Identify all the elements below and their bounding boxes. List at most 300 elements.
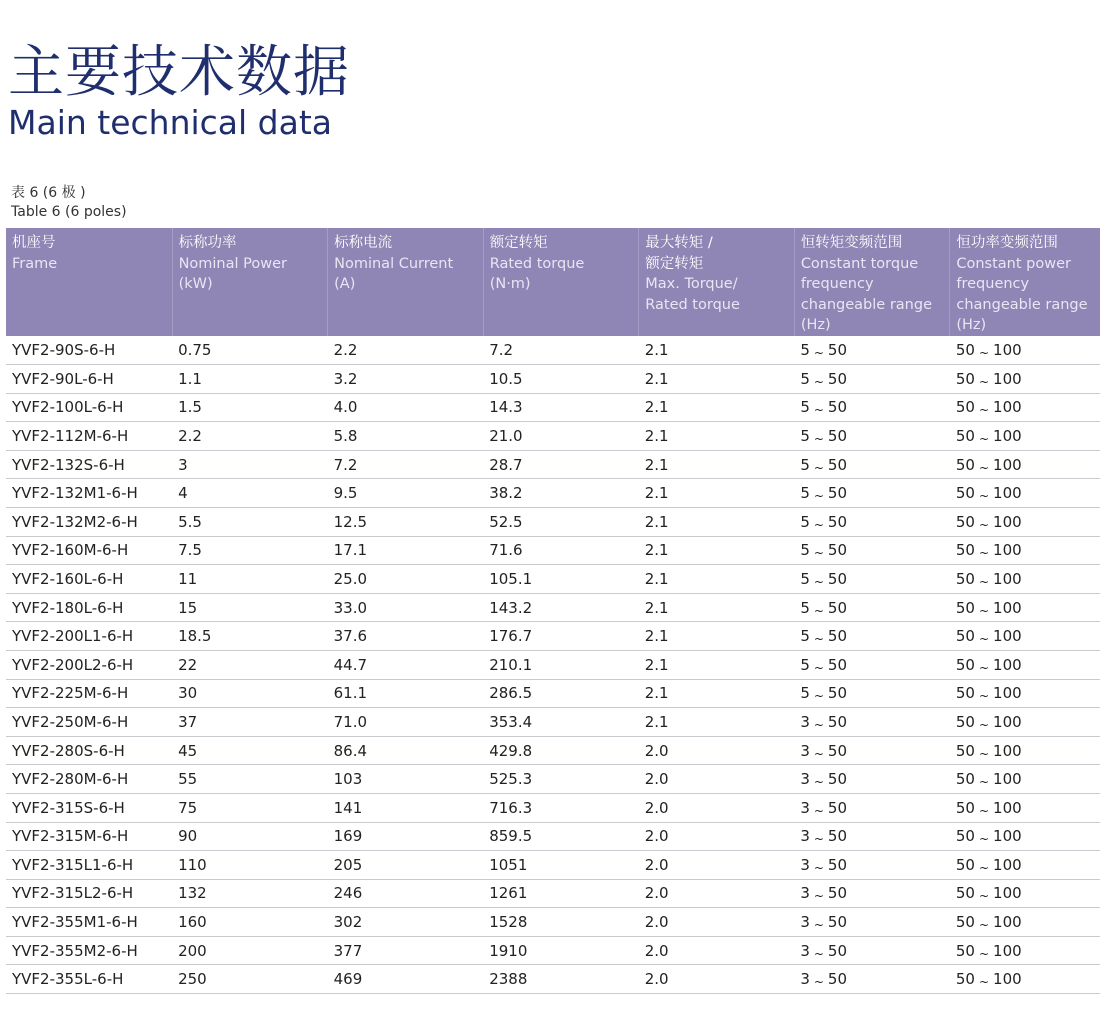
cell-torque-ratio: 2.0 (639, 936, 795, 965)
column-header-rated-torque (483, 228, 639, 336)
range-separator: ~ (813, 946, 824, 961)
range-low: 3 (800, 855, 810, 874)
cell-nominal-power: 18.5 (172, 622, 328, 651)
range-low: 50 (955, 884, 975, 903)
cell-rated-torque: 716.3 (483, 793, 639, 822)
range-high: 100 (993, 541, 1022, 560)
cell-constant-power-range (950, 336, 1100, 365)
range-separator: ~ (813, 660, 824, 675)
cell-constant-power-range (950, 879, 1100, 908)
table-row (6, 650, 1100, 679)
range-separator: ~ (978, 345, 990, 360)
range-low: 50 (955, 798, 975, 817)
cell-torque-ratio: 2.1 (639, 336, 795, 365)
range-separator: ~ (978, 489, 990, 504)
range-high: 50 (827, 484, 848, 503)
cell-constant-torque-range (794, 650, 950, 679)
range-high: 100 (993, 655, 1022, 674)
cell-torque-ratio: 2.1 (639, 422, 795, 451)
cell-constant-torque-range (794, 507, 950, 536)
cell-frame: YVF2-90S-6-H (6, 336, 172, 365)
cell-constant-power-range (950, 765, 1100, 794)
range-low: 50 (955, 655, 975, 674)
cell-torque-ratio: 2.1 (639, 393, 795, 422)
range-separator: ~ (978, 632, 990, 647)
range-low: 50 (955, 627, 975, 646)
table-row (6, 536, 1100, 565)
range-high: 100 (993, 827, 1022, 846)
range-low: 3 (800, 827, 810, 846)
column-header-frame (6, 228, 172, 336)
range-separator: ~ (978, 860, 990, 875)
cell-torque-ratio: 2.1 (639, 450, 795, 479)
range-separator: ~ (978, 803, 990, 818)
cell-constant-power-range (950, 793, 1100, 822)
range-high: 50 (827, 684, 848, 703)
range-low: 50 (955, 684, 975, 703)
header-line: Rated torque (645, 296, 740, 313)
range-separator: ~ (813, 975, 824, 990)
cell-constant-power-range (950, 679, 1100, 708)
cell-nominal-power: 200 (172, 936, 328, 965)
header-line: 额定转矩 (489, 235, 548, 251)
range-low: 5 (800, 569, 810, 588)
cell-nominal-power: 0.75 (172, 336, 328, 365)
cell-frame: YVF2-90L-6-H (6, 365, 172, 394)
range-high: 100 (993, 913, 1022, 932)
range-high: 100 (993, 941, 1022, 960)
range-separator: ~ (813, 746, 824, 761)
range-high: 100 (993, 741, 1022, 760)
cell-nominal-current: 377 (328, 936, 484, 965)
cell-rated-torque: 210.1 (483, 650, 639, 679)
table-row (6, 822, 1100, 851)
cell-constant-torque-range (794, 822, 950, 851)
cell-torque-ratio: 2.1 (639, 593, 795, 622)
cell-torque-ratio: 2.1 (639, 365, 795, 394)
cell-constant-torque-range (794, 679, 950, 708)
cell-nominal-current: 12.5 (328, 507, 484, 536)
range-separator: ~ (978, 975, 990, 990)
cell-frame: YVF2-132M1-6-H (6, 479, 172, 508)
range-high: 50 (827, 369, 848, 388)
cell-nominal-power: 1.5 (172, 393, 328, 422)
header-line: (N·m) (489, 276, 531, 292)
range-separator: ~ (813, 517, 824, 532)
range-high: 50 (827, 741, 848, 760)
range-separator: ~ (813, 889, 824, 904)
cell-frame: YVF2-132S-6-H (6, 450, 172, 479)
cell-constant-torque-range (794, 336, 950, 365)
column-header-nominal-current (328, 228, 484, 336)
range-separator: ~ (813, 345, 824, 360)
cell-nominal-power: 132 (172, 879, 328, 908)
header-line: 恒功率变频范围 (956, 235, 1058, 251)
technical-data-table (6, 228, 1100, 994)
cell-nominal-current: 9.5 (328, 479, 484, 508)
table-row (6, 479, 1100, 508)
range-low: 50 (955, 512, 975, 531)
table-row (6, 879, 1100, 908)
range-separator: ~ (978, 431, 990, 446)
range-low: 50 (955, 855, 975, 874)
range-high: 100 (993, 855, 1022, 874)
range-high: 100 (993, 712, 1022, 731)
range-separator: ~ (813, 460, 824, 475)
cell-constant-power-range (950, 422, 1100, 451)
range-high: 100 (993, 798, 1022, 817)
cell-torque-ratio: 2.0 (639, 908, 795, 937)
cell-rated-torque: 10.5 (483, 365, 639, 394)
cell-rated-torque: 52.5 (483, 507, 639, 536)
cell-nominal-current: 86.4 (328, 736, 484, 765)
range-separator: ~ (813, 632, 824, 647)
range-high: 100 (993, 484, 1022, 503)
range-low: 5 (800, 512, 810, 531)
cell-frame: YVF2-250M-6-H (6, 708, 172, 737)
cell-nominal-power: 1.1 (172, 365, 328, 394)
header-line: 标称功率 (178, 235, 237, 251)
range-separator: ~ (813, 832, 824, 847)
range-low: 50 (955, 770, 975, 789)
cell-frame: YVF2-200L2-6-H (6, 650, 172, 679)
range-low: 50 (955, 369, 975, 388)
range-separator: ~ (813, 546, 824, 561)
header-line: 恒转矩变频范围 (800, 235, 903, 251)
header-row (6, 228, 1100, 336)
cell-nominal-current: 7.2 (328, 450, 484, 479)
cell-nominal-power: 4 (172, 479, 328, 508)
cell-nominal-current: 103 (328, 765, 484, 794)
cell-nominal-current: 3.2 (328, 365, 484, 394)
table-caption-en: Table 6 (6 poles) (11, 204, 127, 220)
cell-constant-torque-range (794, 736, 950, 765)
cell-rated-torque: 38.2 (483, 479, 639, 508)
range-high: 50 (827, 655, 848, 674)
range-separator: ~ (978, 660, 990, 675)
range-separator: ~ (813, 403, 824, 418)
range-high: 50 (827, 970, 848, 989)
range-high: 100 (993, 569, 1022, 588)
cell-torque-ratio: 2.0 (639, 965, 795, 994)
range-low: 3 (800, 798, 810, 817)
range-high: 50 (827, 455, 848, 474)
header-line: (Hz) (956, 317, 987, 333)
cell-constant-torque-range (794, 422, 950, 451)
cell-constant-torque-range (794, 908, 950, 937)
range-separator: ~ (978, 403, 990, 418)
range-high: 50 (827, 512, 848, 531)
cell-rated-torque: 28.7 (483, 450, 639, 479)
table-row (6, 908, 1100, 937)
range-high: 50 (827, 398, 848, 417)
range-high: 50 (827, 712, 848, 731)
cell-rated-torque: 176.7 (483, 622, 639, 651)
range-low: 3 (800, 913, 810, 932)
header-line: Nominal Current (334, 255, 454, 272)
cell-constant-torque-range (794, 879, 950, 908)
range-low: 50 (955, 598, 975, 617)
cell-frame: YVF2-160L-6-H (6, 565, 172, 594)
cell-torque-ratio: 2.1 (639, 565, 795, 594)
cell-nominal-power: 3 (172, 450, 328, 479)
table-caption-cn: 表 6 (6 极 ) (11, 185, 86, 201)
cell-rated-torque: 143.2 (483, 593, 639, 622)
column-header-nominal-power (172, 228, 328, 336)
cell-constant-power-range (950, 479, 1100, 508)
range-low: 5 (800, 627, 810, 646)
page-title-block (8, 42, 350, 142)
cell-constant-torque-range (794, 565, 950, 594)
header-line: Constant torque (800, 255, 919, 272)
range-separator: ~ (978, 517, 990, 532)
range-low: 5 (800, 598, 810, 617)
range-low: 50 (955, 340, 975, 359)
range-separator: ~ (813, 918, 824, 933)
range-low: 50 (955, 827, 975, 846)
cell-rated-torque: 105.1 (483, 565, 639, 594)
column-header-torque-ratio (639, 228, 795, 336)
table-body (6, 336, 1100, 994)
cell-rated-torque: 429.8 (483, 736, 639, 765)
cell-frame: YVF2-112M-6-H (6, 422, 172, 451)
cell-torque-ratio: 2.1 (639, 479, 795, 508)
header-line: Rated torque (489, 255, 585, 272)
range-separator: ~ (978, 746, 990, 761)
cell-frame: YVF2-132M2-6-H (6, 507, 172, 536)
cell-nominal-power: 15 (172, 593, 328, 622)
range-low: 5 (800, 369, 810, 388)
cell-constant-power-range (950, 365, 1100, 394)
range-low: 50 (955, 398, 975, 417)
range-low: 3 (800, 970, 810, 989)
cell-nominal-power: 2.2 (172, 422, 328, 451)
cell-nominal-current: 169 (328, 822, 484, 851)
cell-frame: YVF2-355M1-6-H (6, 908, 172, 937)
cell-nominal-power: 30 (172, 679, 328, 708)
cell-rated-torque: 525.3 (483, 765, 639, 794)
range-high: 100 (993, 884, 1022, 903)
table-row (6, 422, 1100, 451)
range-low: 5 (800, 398, 810, 417)
cell-frame: YVF2-180L-6-H (6, 593, 172, 622)
page-title-en: Main technical data (8, 103, 333, 142)
cell-nominal-power: 22 (172, 650, 328, 679)
range-high: 50 (827, 798, 848, 817)
cell-nominal-power: 55 (172, 765, 328, 794)
range-high: 50 (827, 770, 848, 789)
cell-frame: YVF2-315S-6-H (6, 793, 172, 822)
range-separator: ~ (978, 689, 990, 704)
cell-nominal-power: 160 (172, 908, 328, 937)
range-high: 50 (827, 598, 848, 617)
header-line: Constant power (956, 255, 1071, 272)
cell-nominal-current: 2.2 (328, 336, 484, 365)
cell-constant-power-range (950, 936, 1100, 965)
cell-constant-power-range (950, 650, 1100, 679)
table-row (6, 507, 1100, 536)
range-high: 100 (993, 340, 1022, 359)
range-separator: ~ (978, 889, 990, 904)
cell-nominal-power: 45 (172, 736, 328, 765)
header-line: frequency (800, 276, 874, 292)
cell-constant-power-range (950, 851, 1100, 880)
cell-nominal-current: 44.7 (328, 650, 484, 679)
range-low: 5 (800, 484, 810, 503)
table-row (6, 450, 1100, 479)
cell-nominal-current: 469 (328, 965, 484, 994)
range-separator: ~ (978, 717, 990, 732)
cell-rated-torque: 71.6 (483, 536, 639, 565)
cell-constant-power-range (950, 622, 1100, 651)
cell-frame: YVF2-225M-6-H (6, 679, 172, 708)
range-high: 100 (993, 684, 1022, 703)
range-separator: ~ (813, 775, 824, 790)
range-low: 50 (955, 569, 975, 588)
cell-torque-ratio: 2.0 (639, 765, 795, 794)
cell-rated-torque: 1528 (483, 908, 639, 937)
table-row (6, 593, 1100, 622)
range-low: 5 (800, 684, 810, 703)
cell-rated-torque: 353.4 (483, 708, 639, 737)
cell-constant-power-range (950, 450, 1100, 479)
table-row (6, 679, 1100, 708)
table-row (6, 393, 1100, 422)
range-low: 50 (955, 426, 975, 445)
table-caption (11, 184, 127, 222)
range-separator: ~ (978, 374, 990, 389)
cell-torque-ratio: 2.0 (639, 851, 795, 880)
range-high: 100 (993, 970, 1022, 989)
range-separator: ~ (813, 717, 824, 732)
range-separator: ~ (813, 431, 824, 446)
cell-nominal-current: 205 (328, 851, 484, 880)
range-separator: ~ (978, 775, 990, 790)
cell-constant-torque-range (794, 393, 950, 422)
range-high: 50 (827, 884, 848, 903)
cell-torque-ratio: 2.1 (639, 622, 795, 651)
range-separator: ~ (978, 603, 990, 618)
cell-constant-power-range (950, 822, 1100, 851)
cell-constant-power-range (950, 565, 1100, 594)
header-line: 最大转矩 / (645, 235, 713, 251)
cell-nominal-power: 250 (172, 965, 328, 994)
cell-rated-torque: 14.3 (483, 393, 639, 422)
cell-rated-torque: 859.5 (483, 822, 639, 851)
range-low: 50 (955, 741, 975, 760)
range-high: 100 (993, 598, 1022, 617)
cell-rated-torque: 286.5 (483, 679, 639, 708)
cell-rated-torque: 7.2 (483, 336, 639, 365)
cell-nominal-power: 110 (172, 851, 328, 880)
column-header-constant-torque-range (794, 228, 950, 336)
table-row (6, 565, 1100, 594)
cell-nominal-current: 71.0 (328, 708, 484, 737)
header-line: 额定转矩 (645, 255, 704, 272)
range-low: 3 (800, 741, 810, 760)
cell-torque-ratio: 2.0 (639, 879, 795, 908)
range-low: 3 (800, 712, 810, 731)
range-separator: ~ (978, 546, 990, 561)
range-separator: ~ (978, 574, 990, 589)
cell-constant-torque-range (794, 793, 950, 822)
cell-constant-torque-range (794, 622, 950, 651)
range-high: 50 (827, 941, 848, 960)
table-row (6, 765, 1100, 794)
cell-torque-ratio: 2.1 (639, 679, 795, 708)
range-low: 3 (800, 770, 810, 789)
range-high: 50 (827, 426, 848, 445)
range-separator: ~ (813, 574, 824, 589)
cell-frame: YVF2-280S-6-H (6, 736, 172, 765)
table-row (6, 965, 1100, 994)
range-separator: ~ (813, 489, 824, 504)
table-row (6, 708, 1100, 737)
cell-frame: YVF2-315M-6-H (6, 822, 172, 851)
range-low: 50 (955, 712, 975, 731)
cell-nominal-current: 5.8 (328, 422, 484, 451)
cell-nominal-current: 4.0 (328, 393, 484, 422)
cell-nominal-current: 37.6 (328, 622, 484, 651)
range-high: 50 (827, 913, 848, 932)
cell-constant-power-range (950, 536, 1100, 565)
cell-nominal-current: 17.1 (328, 536, 484, 565)
range-low: 50 (955, 913, 975, 932)
cell-rated-torque: 1051 (483, 851, 639, 880)
range-separator: ~ (978, 918, 990, 933)
header-line: (Hz) (800, 317, 831, 333)
cell-constant-torque-range (794, 936, 950, 965)
cell-frame: YVF2-200L1-6-H (6, 622, 172, 651)
range-high: 50 (827, 569, 848, 588)
table-row (6, 336, 1100, 365)
table-row (6, 936, 1100, 965)
header-line: Frame (12, 255, 58, 272)
cell-constant-torque-range (794, 708, 950, 737)
cell-nominal-power: 11 (172, 565, 328, 594)
range-high: 100 (993, 455, 1022, 474)
cell-nominal-power: 7.5 (172, 536, 328, 565)
cell-constant-power-range (950, 736, 1100, 765)
header-line: Max. Torque/ (645, 276, 738, 292)
cell-constant-power-range (950, 708, 1100, 737)
cell-nominal-power: 37 (172, 708, 328, 737)
range-low: 50 (955, 455, 975, 474)
cell-constant-torque-range (794, 536, 950, 565)
range-high: 50 (827, 827, 848, 846)
header-line: (kW) (178, 276, 213, 292)
range-low: 5 (800, 655, 810, 674)
cell-frame: YVF2-100L-6-H (6, 393, 172, 422)
cell-nominal-power: 75 (172, 793, 328, 822)
range-low: 50 (955, 484, 975, 503)
cell-rated-torque: 1261 (483, 879, 639, 908)
cell-constant-torque-range (794, 450, 950, 479)
header-line: Nominal Power (178, 255, 287, 272)
cell-constant-torque-range (794, 365, 950, 394)
cell-nominal-current: 246 (328, 879, 484, 908)
cell-nominal-power: 90 (172, 822, 328, 851)
range-high: 100 (993, 627, 1022, 646)
cell-nominal-power: 5.5 (172, 507, 328, 536)
range-high: 100 (993, 369, 1022, 388)
range-high: 50 (827, 340, 848, 359)
range-high: 100 (993, 398, 1022, 417)
cell-constant-torque-range (794, 593, 950, 622)
range-high: 50 (827, 541, 848, 560)
range-separator: ~ (813, 689, 824, 704)
table-row (6, 365, 1100, 394)
